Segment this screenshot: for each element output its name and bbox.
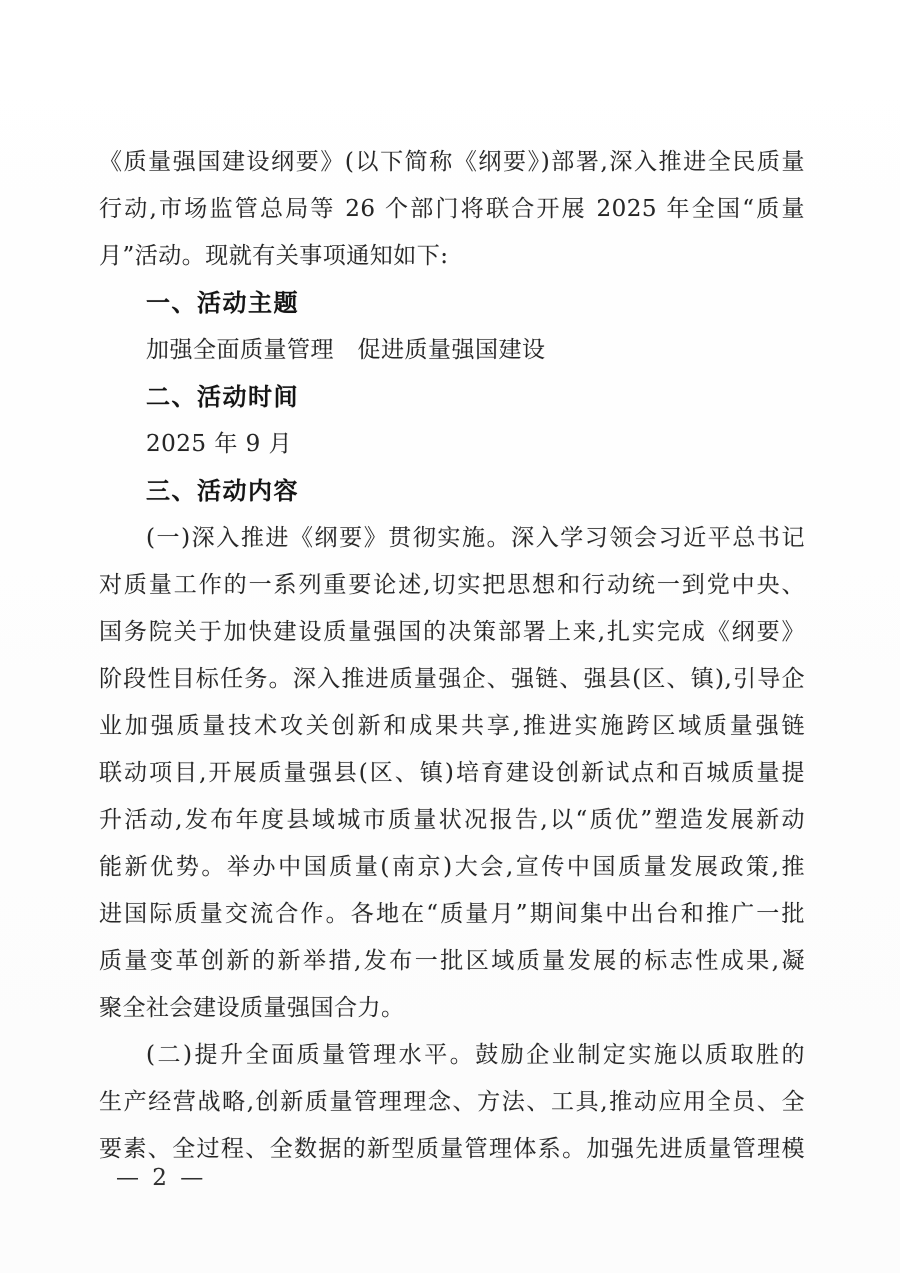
paragraph-line: 业加强质量技术攻关创新和成果共享,推进实施跨区域质量强链 — [99, 713, 805, 739]
paragraph-line: (二)提升全面质量管理水平。鼓励企业制定实施以质取胜的 — [146, 1042, 805, 1068]
intro-line: 《质量强国建设纲要》(以下简称《纲要》)部署,深入推进全民质量 — [99, 149, 805, 175]
paragraph-line: 能新优势。举办中国质量(南京)大会,宣传中国质量发展政策,推 — [99, 854, 805, 880]
paragraph-line: 要素、全过程、全数据的新型质量管理体系。加强先进质量管理模 — [99, 1136, 805, 1162]
paragraph-line: 国务院关于加快建设质量强国的决策部署上来,扎实完成《纲要》 — [99, 619, 805, 645]
intro-line: 月”活动。现就有关事项通知如下: — [99, 243, 449, 269]
theme-line: 加强全面质量管理 促进质量强国建设 — [146, 337, 546, 363]
section-heading-2: 二、活动时间 — [146, 383, 299, 411]
paragraph-line: 聚全社会建设质量强国合力。 — [99, 995, 405, 1021]
paragraph-line: 进国际质量交流合作。各地在“质量月”期间集中出台和推广一批 — [99, 901, 805, 927]
date-line: 2025 年 9 月 — [146, 431, 293, 457]
paragraph-line: 生产经营战略,创新质量管理理念、方法、工具,推动应用全员、全 — [99, 1089, 805, 1115]
paragraph-line: 升活动,发布年度县域城市质量状况报告,以“质优”塑造发展新动 — [99, 807, 805, 833]
section-heading-1: 一、活动主题 — [146, 289, 299, 317]
paragraph-line: 阶段性目标任务。深入推进质量强企、强链、强县(区、镇),引导企 — [99, 666, 805, 692]
paragraph-line: 质量变革创新的新举措,发布一批区域质量发展的标志性成果,凝 — [99, 948, 805, 974]
paragraph-line: (一)深入推进《纲要》贯彻实施。深入学习领会习近平总书记 — [146, 525, 805, 551]
paragraph-line: 联动项目,开展质量强县(区、镇)培育建设创新试点和百城质量提 — [99, 760, 805, 786]
section-heading-3: 三、活动内容 — [146, 477, 299, 505]
paragraph-line: 对质量工作的一系列重要论述,切实把思想和行动统一到党中央、 — [99, 572, 805, 598]
page-number: — 2 — — [116, 1165, 207, 1191]
document-body — [99, 139, 805, 1173]
intro-line: 行动,市场监管总局等 26 个部门将联合开展 2025 年全国“质量 — [99, 196, 805, 222]
